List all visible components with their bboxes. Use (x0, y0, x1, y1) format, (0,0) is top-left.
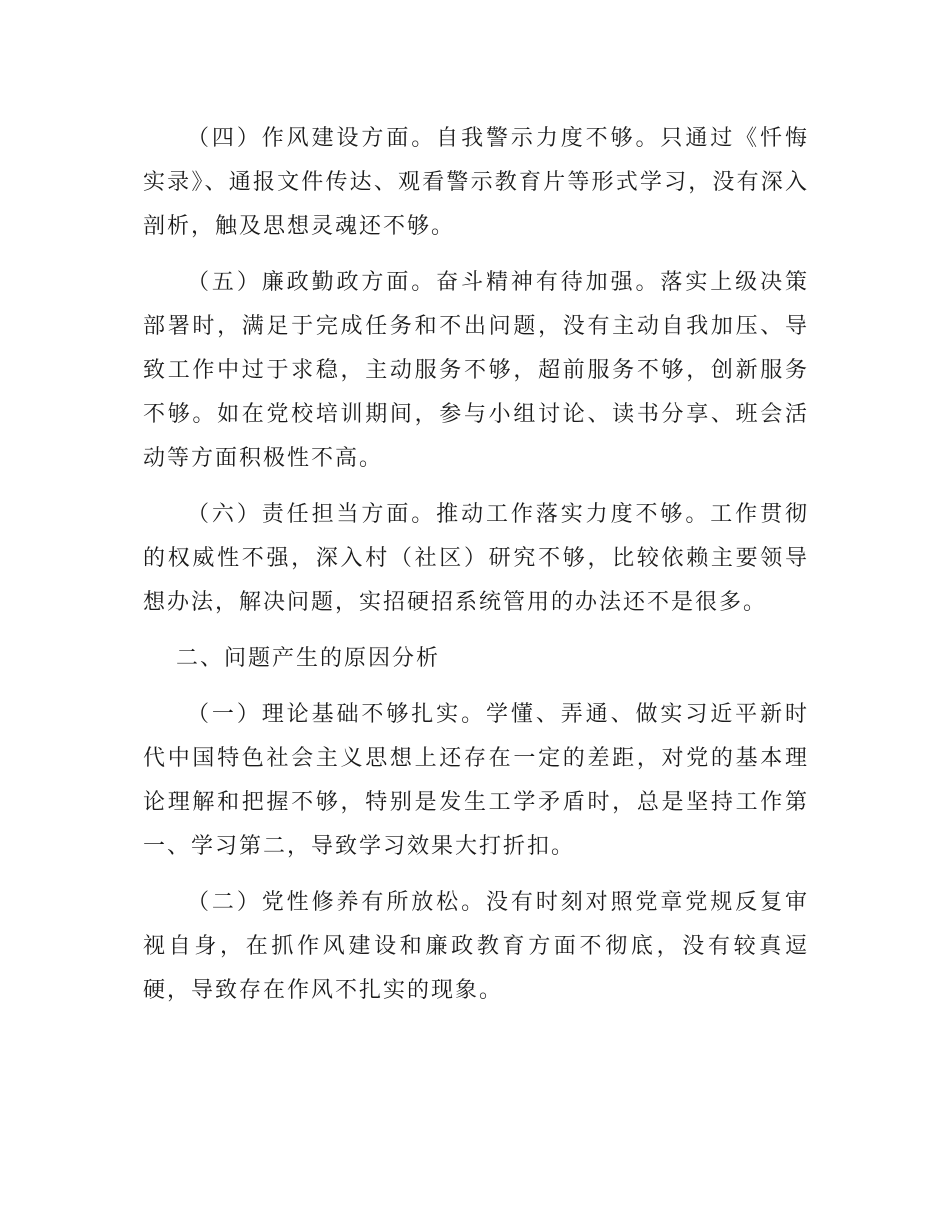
document-body (143, 117, 809, 1025)
paragraph-integrity-diligence: （五）廉政勤政方面。奋斗精神有待加强。落实上级决策部署时，满足于完成任务和不出问题，没有主动自我加压、导致工作中过于求稳，主动服务不够，超前服务不够，创新服务不够。如在党校培训期间，参与小组讨论、读书分享、班会活动等方面积极性不高。 (143, 270, 809, 471)
section-heading-cause-analysis: 二、问题产生的原因分析 (176, 646, 441, 671)
paragraph-party-spirit: （二）党性修养有所放松。没有时刻对照党章党规反复审视自身，在抓作风建设和廉政教育方面不彻底，没有较真逗硬，导致存在作风不扎实的现象。 (143, 890, 809, 1003)
paragraph-work-style: （四）作风建设方面。自我警示力度不够。只通过《忏悔实录》、通报文件传达、观看警示教育片等形式学习，没有深入剖析，触及思想灵魂还不够。 (143, 126, 809, 239)
paragraph-responsibility: （六）责任担当方面。推动工作落实力度不够。工作贯彻的权威性不强，深入村（社区）研究不够，比较依赖主要领导想办法，解决问题，实招硬招系统管用的办法还不是很多。 (143, 502, 809, 615)
paragraph-theory-foundation: （一）理论基础不够扎实。学懂、弄通、做实习近平新时代中国特色社会主义思想上还存在一定的差距，对党的基本理论理解和把握不够，特别是发生工学矛盾时，总是坚持工作第一、学习第二，导致学习效果大打折扣。 (143, 702, 809, 859)
